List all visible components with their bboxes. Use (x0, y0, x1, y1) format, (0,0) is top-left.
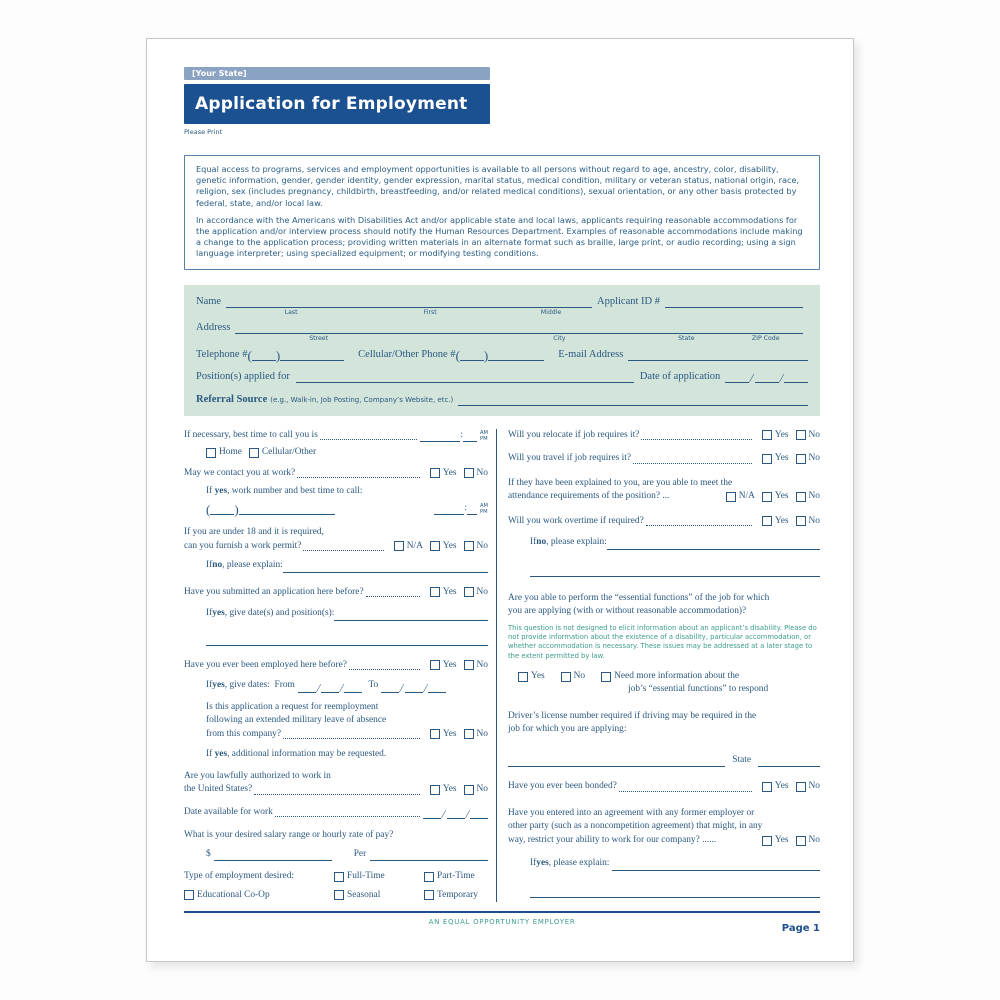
referral-source-hint: (e.g., Walk-in, Job Posting, Company’s Website, etc.) (270, 395, 454, 404)
checkbox-part-time[interactable] (424, 872, 434, 882)
option-yes: Yes (430, 728, 457, 742)
referral-source-blank[interactable] (458, 395, 808, 406)
available-date-blank-3[interactable] (470, 808, 488, 819)
checkbox-no[interactable] (464, 587, 474, 597)
question-reemployment: Is this application a request for reemployment following an extended military leave of absence from this company? Yes No (206, 701, 488, 742)
dotted-leader (619, 791, 752, 792)
license-state-label: State (732, 754, 751, 765)
telephone-area-blank[interactable] (252, 350, 276, 361)
date-of-application-label: Date of application (639, 370, 721, 382)
question-essential-functions: Are you able to perform the “essential functions” of the job for which you are applying (with or without reasonable accommodation)? (508, 592, 770, 617)
option-part-time: Part-Time (424, 870, 488, 884)
option-yes: Yes (762, 429, 789, 443)
license-number-blank[interactable] (508, 756, 725, 767)
cellular-area-blank[interactable] (460, 350, 484, 361)
am-pm-label: AM PM (479, 502, 488, 515)
question-drivers-license: Driver’s license number required if driving may be required in the job for which you are applying: (508, 710, 757, 735)
question-label: If necessary, best time to call you is (184, 429, 318, 440)
question-employed-before: Have you ever been employed here before? Yes No (184, 659, 488, 673)
name-label: Name (196, 295, 222, 307)
disability-disclaimer-note: This question is not designed to elicit information about an applicant’s disability. Please do not provide information about the existence of a disability, particular accommodation, or whether accommodation is necessary. These issues may be addressed at a later stage to the extent permitted by law. (508, 623, 817, 660)
dotted-leader (366, 596, 420, 597)
explain-blank[interactable] (283, 562, 488, 573)
option-yes: Yes (430, 540, 457, 554)
option-yes: Yes (762, 834, 789, 848)
best-time-blank-2[interactable] (463, 431, 477, 442)
from-date-blank-3[interactable] (344, 682, 362, 693)
dotted-leader (283, 738, 420, 739)
option-no: No (464, 728, 488, 742)
positions-blank[interactable] (296, 372, 634, 383)
if-no-explain-row: If no , please explain: (530, 536, 820, 550)
option-no: No (464, 467, 488, 481)
checkbox-yes[interactable] (762, 492, 772, 502)
checkbox-yes[interactable] (762, 516, 772, 526)
to-date-blank-2[interactable] (405, 682, 423, 693)
employment-type-options (184, 870, 488, 902)
address-field (235, 322, 803, 342)
checkbox-no[interactable] (796, 430, 806, 440)
to-label: To (368, 680, 379, 691)
cellular-blank[interactable] (488, 350, 544, 361)
per-label: Per (353, 848, 367, 859)
option-no: No (464, 540, 488, 554)
dotted-leader (646, 525, 752, 526)
colon: : (460, 429, 463, 440)
date-slash: / (778, 370, 785, 385)
checkbox-no[interactable] (464, 785, 474, 795)
name-blank[interactable] (226, 296, 592, 308)
checkbox-need-more-info[interactable] (601, 672, 611, 682)
address-sub-city: City (553, 334, 566, 342)
application-date-blank-3[interactable] (784, 372, 808, 383)
telephone-label: Telephone # (196, 348, 248, 360)
option-no: No (464, 783, 488, 797)
please-print-note: Please Print (184, 128, 223, 136)
checkbox-home[interactable] (206, 448, 216, 458)
name-sub-first: First (423, 308, 437, 316)
checkbox-no[interactable] (561, 672, 571, 682)
state-tag-bar: [Your State] (184, 67, 490, 80)
checkbox-no[interactable] (464, 468, 474, 478)
if-yes-explain-row: If yes , please explain: (530, 857, 820, 871)
option-no: No (796, 429, 820, 443)
checkbox-cellular-other-label: Cellular/Other (261, 447, 317, 458)
checkbox-temporary[interactable] (424, 890, 434, 900)
application-date-blank-1[interactable] (725, 372, 749, 383)
applicant-id-blank[interactable] (665, 296, 803, 308)
form-title: Application for Employment (195, 94, 468, 114)
option-cellular-other (249, 446, 316, 460)
email-label: E-mail Address (558, 348, 624, 360)
option-no: No (796, 515, 820, 529)
license-entry-row (508, 754, 820, 768)
address-label: Address (196, 321, 231, 333)
question-work-permit-line2: can you furnish a work permit? N/A Yes No (184, 540, 488, 554)
paren-close: ) (234, 502, 239, 518)
option-yes: Yes (762, 490, 789, 504)
page-number: Page 1 (781, 923, 820, 935)
question-lawfully-authorized-line2: the United States? Yes No (184, 783, 488, 797)
work-time-blank[interactable] (434, 504, 464, 515)
dates-positions-blank-2[interactable] (206, 633, 488, 646)
explain-blank[interactable] (607, 539, 820, 550)
address-sublabels (235, 334, 803, 342)
telephone-paren-open: ( (247, 347, 252, 363)
option-no: No (796, 452, 820, 466)
eeo-notice-box (184, 155, 820, 270)
name-sublabels (226, 308, 592, 316)
checkbox-yes[interactable] (430, 468, 440, 478)
work-time-blank-2[interactable] (467, 504, 477, 515)
salary-entry-row (206, 848, 488, 862)
checkbox-yes[interactable] (762, 430, 772, 440)
available-date-blank-1[interactable] (423, 808, 441, 819)
license-state-blank[interactable] (758, 756, 820, 767)
question-relocate: Will you relocate if job requires it? Yes No (508, 429, 820, 443)
telephone-paren-close: ) (275, 347, 281, 363)
dotted-leader (297, 477, 420, 478)
question-noncompete: Have you entered into an agreement with any former employer or other party (such as a noncompetition agreement) that might, in any way, restrict your ability to work for our company? ...... Yes No (508, 807, 820, 848)
question-attendance-line1: If they have been explained to you, are you able to meet the (508, 477, 733, 488)
address-sub-street: Street (309, 334, 329, 342)
question-lawfully-authorized-line1: Are you lawfully authorized to work in (184, 770, 331, 781)
name-sub-middle: Middle (540, 308, 562, 316)
dotted-leader (254, 794, 420, 795)
dotted-leader (275, 816, 421, 817)
option-full-time: Full-Time (334, 870, 424, 884)
notice-paragraph-ada: In accordance with the Americans with Disabilities Act and/or applicable state and local laws, applicants requiring reasonable accommodations for the application and/or interview process should notify the Human Resources Department. Examples of reasonable accommodations include making a change to the application process; providing written materials in an alternate format such as braille, large print, or audio recording; using a sign language interpreter; using specialized equipment; or modifying testing conditions. (196, 214, 803, 259)
question-label: May we contact you at work? (184, 467, 296, 478)
to-date-blank-3[interactable] (428, 682, 446, 693)
checkbox-full-time[interactable] (334, 872, 344, 882)
am-pm-label: AM PM (479, 429, 488, 442)
notice-paragraph-equal-access: Equal access to programs, services and employment opportunities is available to all persons without regard to age, ancestry, color, disability, genetic information, gender, gender identity, gender expression, marital status, medical condition, military or veteran status, national origin, race, religion, sex (includes pregnancy, childbirth, breastfeeding, and/or related medical conditions), sexual orientation, or any other basis protected by federal, state, and/or local law. (196, 164, 800, 208)
work-area-code-blank[interactable] (210, 504, 234, 515)
paren-open: ( (206, 502, 211, 518)
option-educational-coop: Educational Co-Op (184, 889, 334, 903)
option-na: N/A (726, 490, 755, 504)
checkbox-yes[interactable] (430, 785, 440, 795)
email-blank[interactable] (628, 350, 808, 361)
salary-amount-blank[interactable] (214, 850, 332, 861)
explain-blank[interactable] (612, 860, 820, 871)
option-need-more-info: Need more information about the job’s “essential functions” to respond (601, 670, 768, 697)
application-form-page (146, 38, 854, 962)
application-date-blank-2[interactable] (755, 372, 779, 383)
equal-opportunity-line: AN EQUAL OPPORTUNITY EMPLOYER (428, 918, 576, 927)
checkbox-no[interactable] (464, 660, 474, 670)
checkbox-yes[interactable] (762, 454, 772, 464)
from-date-blank-2[interactable] (321, 682, 339, 693)
left-question-column (184, 429, 496, 903)
call-location-options (206, 446, 488, 460)
dotted-leader (320, 439, 418, 440)
question-work-permit-line1: If you are under 18 and it is required, (184, 527, 324, 538)
best-time-blank[interactable] (420, 431, 460, 442)
cellular-label: Cellular/Other Phone # (358, 348, 456, 360)
option-seasonal: Seasonal (334, 889, 424, 903)
question-desired-salary: What is your desired salary range or hourly rate of pay? (184, 830, 394, 841)
option-no: No (796, 834, 820, 848)
date-slash: / (748, 370, 756, 385)
question-bonded: Have you ever been bonded? Yes No (508, 780, 820, 794)
name-sub-last: Last (284, 308, 298, 316)
referral-source-label: Referral Source (196, 393, 268, 405)
checkbox-yes[interactable] (430, 541, 440, 551)
right-question-column (497, 429, 820, 903)
checkbox-no[interactable] (464, 541, 474, 551)
option-no: No (561, 670, 585, 684)
address-sub-zip: ZIP Code (751, 334, 780, 342)
option-yes: Yes (762, 780, 789, 794)
checkbox-no[interactable] (796, 782, 806, 792)
dotted-leader (633, 463, 752, 464)
option-no: No (464, 586, 488, 600)
salary-per-blank[interactable] (370, 850, 488, 861)
name-field (226, 296, 592, 316)
dotted-leader (349, 669, 420, 670)
personal-info-section (184, 285, 820, 416)
option-no: No (796, 780, 820, 794)
address-sub-state: State (678, 334, 695, 342)
cellular-paren-open: ( (455, 347, 460, 363)
form-title-bar (184, 84, 490, 124)
dates-positions-blank[interactable] (334, 610, 488, 621)
if-no-explain-row: If no , please explain: (206, 559, 488, 573)
question-attendance-line2: attendance requirements of the position? ... N/A Yes No (508, 490, 820, 504)
checkbox-yes[interactable] (518, 672, 528, 682)
available-date-blank-2[interactable] (447, 808, 465, 819)
if-yes-additional-info-note: If yes, additional information may be requested. (206, 749, 387, 760)
dotted-leader (303, 550, 383, 551)
checkbox-yes[interactable] (762, 836, 772, 846)
explain-blank-2[interactable] (530, 885, 820, 898)
checkbox-no[interactable] (464, 729, 474, 739)
checkbox-no[interactable] (796, 454, 806, 464)
applicant-id-label: Applicant ID # (597, 295, 660, 307)
address-blank[interactable] (235, 322, 803, 334)
if-yes-give-dates-row: If yes , give dates: From / / To / / (206, 679, 488, 693)
option-yes: Yes (762, 515, 789, 529)
checkbox-no[interactable] (796, 516, 806, 526)
option-no: No (464, 659, 488, 673)
checkbox-yes[interactable] (762, 782, 772, 792)
question-submitted-before: Have you submitted an application here before? Yes No (184, 586, 488, 600)
checkbox-seasonal[interactable] (334, 890, 344, 900)
if-yes-dates-positions-row: If yes , give date(s) and position(s): (206, 607, 488, 621)
dotted-leader (641, 439, 752, 440)
telephone-blank[interactable] (280, 350, 344, 361)
checkbox-no[interactable] (796, 836, 806, 846)
checkbox-educational-coop[interactable] (184, 890, 194, 900)
option-yes: Yes (430, 586, 457, 600)
option-na: N/A (394, 540, 423, 554)
option-yes: Yes (430, 659, 457, 673)
question-overtime: Will you work overtime if required? Yes No (508, 515, 820, 529)
work-number-entry-row (206, 502, 488, 516)
option-yes: Yes (430, 467, 457, 481)
question-best-time-to-call (184, 429, 488, 443)
applicant-id-field (665, 296, 803, 316)
questions-columns (184, 429, 820, 903)
checkbox-home-label: Home (219, 447, 242, 458)
to-date-blank-1[interactable] (381, 682, 399, 693)
work-number-blank[interactable] (239, 504, 335, 515)
question-travel: Will you travel if job requires it? Yes No (508, 452, 820, 466)
question-contact-at-work (184, 467, 488, 481)
cellular-paren-close: ) (483, 347, 489, 363)
colon: : (464, 502, 467, 513)
from-date-blank-1[interactable] (298, 682, 316, 693)
option-home (206, 446, 242, 460)
checkbox-na[interactable] (726, 492, 736, 502)
checkbox-no[interactable] (796, 492, 806, 502)
dollar-sign: $ (206, 848, 211, 859)
option-yes: Yes (518, 670, 545, 684)
footer (184, 913, 820, 945)
if-yes-work-number-note: If yes, work number and best time to call: (206, 486, 363, 497)
question-date-available: Date available for work / / (184, 806, 488, 820)
employment-type-label: Type of employment desired: (184, 871, 294, 882)
option-yes: Yes (430, 783, 457, 797)
checkbox-na[interactable] (394, 541, 404, 551)
checkbox-yes[interactable] (430, 729, 440, 739)
checkbox-yes[interactable] (430, 587, 440, 597)
explain-blank-2[interactable] (530, 564, 820, 577)
option-temporary: Temporary (424, 889, 488, 903)
essential-functions-options (518, 670, 820, 697)
positions-label: Position(s) applied for (196, 370, 290, 382)
option-yes: Yes (762, 452, 789, 466)
checkbox-yes[interactable] (430, 660, 440, 670)
checkbox-cellular-other[interactable] (249, 448, 259, 458)
option-no: No (796, 490, 820, 504)
